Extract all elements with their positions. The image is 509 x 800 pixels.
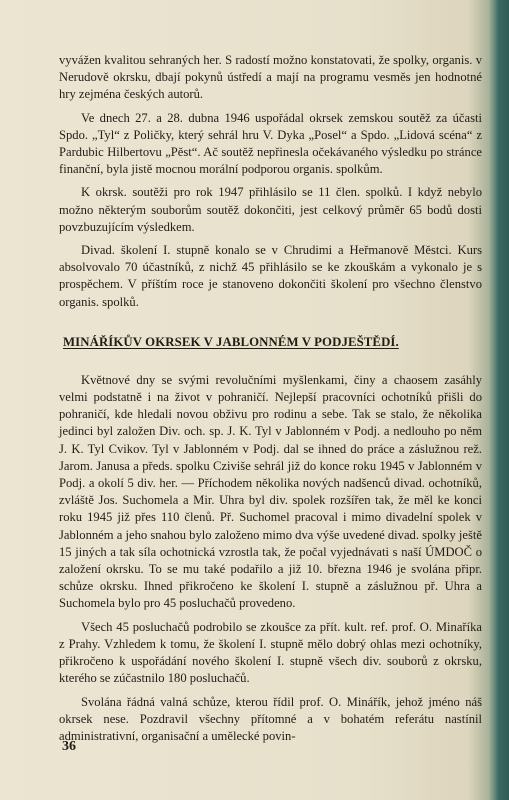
paragraph: Divad. školení I. stupně konalo se v Chrudimi a Heřmanově Městci. Kurs absolvovalo 70 účastníků, z nichž 45 přihlásilo se ke zkouškám a vykonalo je s prospěchem. V příštím roce je stanoveno dokončiti školení pro všechno členstvo organis. spolků. [59,243,482,309]
paragraph: vyvážen kvalitou sehraných her. S radostí možno konstatovati, že spolky, organis. v Nerudově okrsku, dbají pokynů ústředí a mají na programu vesměs jen hodnotné hry zejména českých autorů. [59,53,482,102]
paragraph: K okrsk. soutěži pro rok 1947 přihlásilo se 11 člen. spolků. I když nebylo možno některým souborům soutěž dokončiti, jest celkový průměr 65 bodů dosti povzbuzujícím výsledkem. [59,185,482,234]
paragraph: Ve dnech 27. a 28. dubna 1946 uspořádal okrsek zemskou soutěž za účasti Spdo. „Tyl“ z Poličky, který sehrál hru V. Dyka „Posel“ a Spdo. „Lidová scéna“ z Pardubic Hilbertovu „Pěst“. Ač soutěž nepřinesla očekávaného výsledku po stránce finanční, byla jistě mocnou morální podporou organis. spolkům. [59,110,482,177]
page-body [59,52,482,745]
section-heading: MINÁŘÍKŮV OKRSEK V JABLONNÉM V PODJEŠTĚDÍ. [63,334,399,349]
paragraph: Všech 45 posluchačů podrobilo se zkoušce za přít. kult. ref. prof. O. Minaříka z Prahy. Vzhledem k tomu, že školení I. stupně mělo dobrý ohlas mezi ochotníky, přikročeno k uspořádání nového školení I. stupně všech div. souborů z okrsku, kterého se zúčastnilo 180 posluchačů. [59,619,482,686]
page-number: 36 [62,739,76,754]
paragraph: Svolána řádná valná schůze, kterou řídil prof. O. Minářík, jehož jméno náš okrsek nese. Pozdravil všechny přítomné a v bohatém referátu nastínil administrativní, organisační a umělecké povin- [59,694,482,743]
paragraph: Květnové dny se svými revolučními myšlenkami, činy a chaosem zasáhly velmi podstatně i na život v pohraničí. Nejlepší pracovníci ochotníků přišli do pohraničí, kde hledali novou obživu pro rodinu a sebe. Tak se stalo, že několika jedinci byl založen Div. och. sp. J. K. Tyl v Jablonném v Podj. a nedlouho po něm J. K. Tyl Cvikov. Tyl v Jablonném v Podj. dal se ihned do práce a záslužnou rež. Jarom. Janusa a předs. spolku Cziviše sehrál již do konce roku 1945 v Jablonném v Podj. a okolí 5 div. her. — Příchodem několika nových nadšenců divad. ochotníků, zvláště Jos. Suchomela a Mir. Uhra byl div. spolek rozšířen tak, že měl ke konci roku 1945 již přes 110 členů. Př. Suchomel pracoval i mimo divadelní spolek v Jablonném a jeho snahou bylo založeno mimo dva výše uvedené divad. spolky ještě 15 jiných a tak síla ochotnická vzrostla tak, že počal vyjednávati s naší ÚMDOČ o založení okrsku. To se mu také podařilo a již 10. března 1946 je svolána připr. schůze okrsku. Ihned přikročeno ke školení I. stupně a záslužnou př. Uhra a Suchomela bylo pro 45 posluchačů provedeno. [59,372,482,611]
